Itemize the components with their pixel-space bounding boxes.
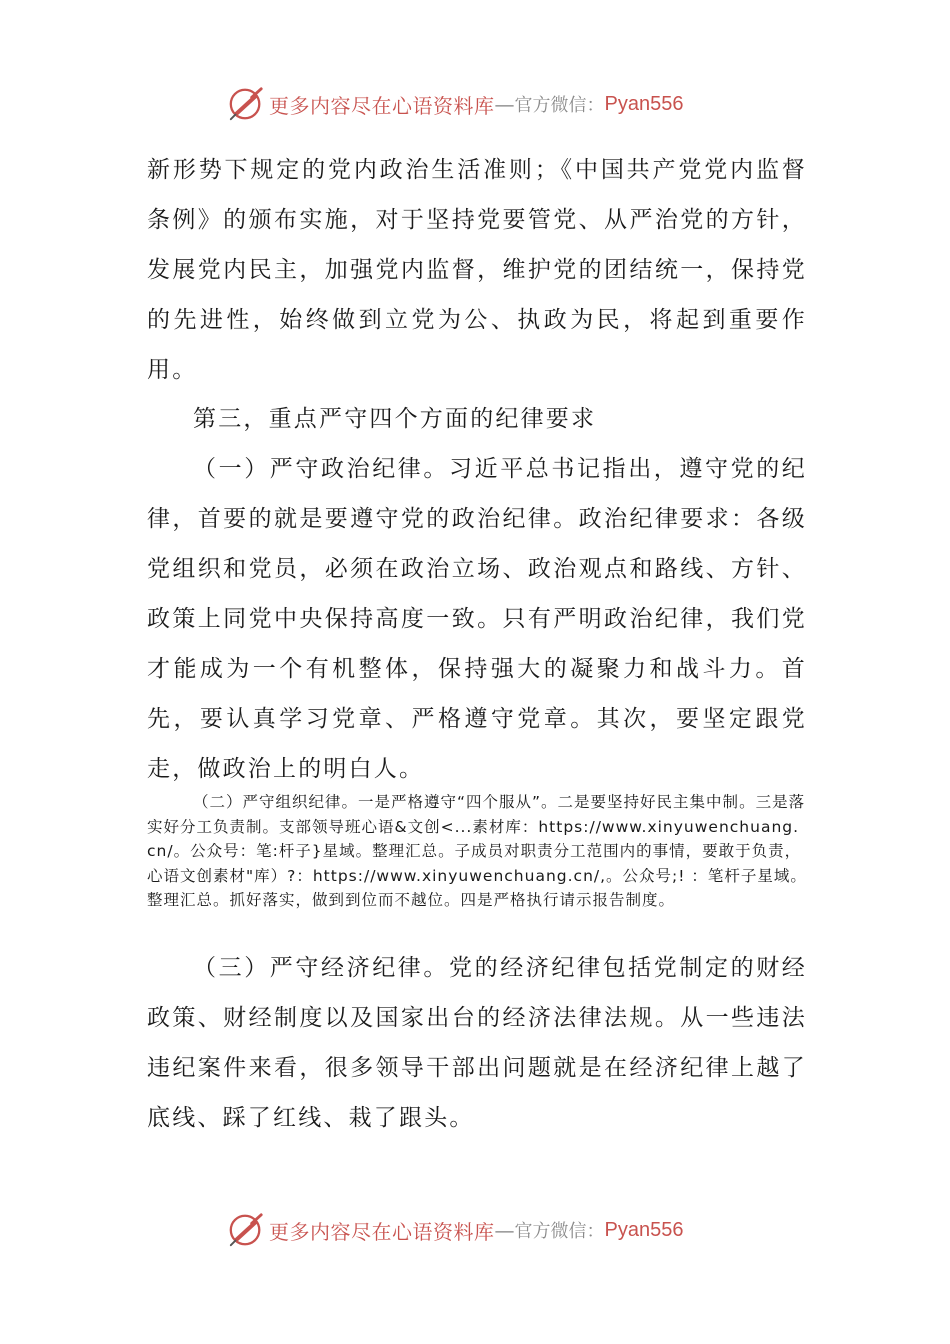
header-banner bbox=[227, 84, 683, 124]
paragraph-organizational-discipline: （二）严守组织纪律。一是严格遵守“四个服从”。二是要坚持好民主集中制。三是落实好分工负责制。支部领导班心语&文创<...素材库：https://www.xinyuwenchuang.cn/。公众号：笔:杆子}星域。整理汇总。子成员对职责分工范围内的事情，要敢于负责，心语文创素材"库）?：https://www.xinyuwenchuang.cn/,。公众号;! ：笔杆子星域。整理汇总。抓好落实，做到到位而不越位。四是严格执行请示报告制度。 bbox=[147, 793, 807, 909]
banner-contact-id: Pyan556 bbox=[604, 92, 684, 115]
banner-slogan: 更多内容尽在心语资料库 bbox=[269, 93, 495, 118]
paragraph-political-discipline: （一）严守政治纪律。习近平总书记指出，遵守党的纪律，首要的就是要遵守党的政治纪律。政治纪律要求：各级党组织和党员，必须在政治立场、政治观点和路线、方针、政策上同党中央保持高度一致。只有严明政治纪律，我们党才能成为一个有机整体，保持强大的凝聚力和战斗力。首先，要认真学习党章、严格遵守党章。其次，要坚定跟党走，做政治上的明白人。 bbox=[147, 456, 807, 782]
pen-in-circle-logo-icon bbox=[227, 85, 265, 123]
footer-banner bbox=[227, 1210, 683, 1250]
section-heading-third: 第三，重点严守四个方面的纪律要求 bbox=[193, 406, 597, 432]
banner-slogan: 更多内容尽在心语资料库 bbox=[269, 1219, 495, 1244]
banner-dash: — bbox=[494, 92, 515, 116]
banner-contact-id: Pyan556 bbox=[604, 1218, 684, 1241]
pen-in-circle-logo-icon bbox=[227, 1211, 265, 1249]
paragraph-party-rules: 新形势下规定的党内政治生活准则；《中国共产党党内监督条例》的颁布实施，对于坚持党要管党、从严治党的方针，发展党内民主，加强党内监督，维护党的团结统一，保持党的先进性，始终做到立党为公、执政为民，将起到重要作用。 bbox=[147, 157, 807, 383]
banner-contact-label: 官方微信： bbox=[514, 95, 605, 116]
banner-contact-label: 官方微信： bbox=[514, 1221, 605, 1242]
banner-dash: — bbox=[494, 1218, 515, 1242]
paragraph-economic-discipline: （三）严守经济纪律。党的经济纪律包括党制定的财经政策、财经制度以及国家出台的经济法律法规。从一些违法违纪案件来看，很多领导干部出问题就是在经济纪律上越了底线、踩了红线、栽了跟头。 bbox=[147, 955, 807, 1131]
